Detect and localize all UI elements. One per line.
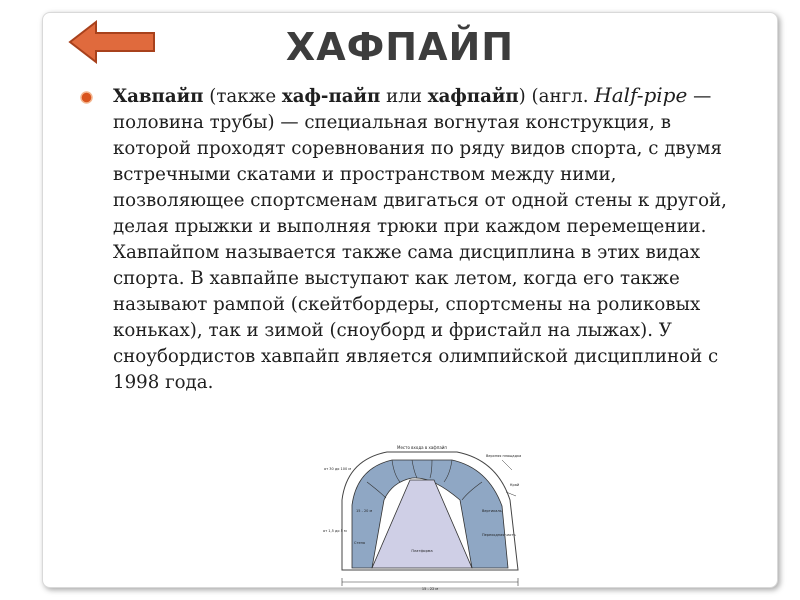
text-part-1: (также: [203, 86, 282, 107]
label-bottom: 15 - 22 м: [421, 587, 439, 591]
term-bold: Хавпайп: [113, 86, 204, 107]
english-term: Half-pipe: [594, 83, 688, 107]
text-part-4: — половина трубы) — специальная вогнутая конструкция, в которой проходят соревнования по ряду видов спорта, с двумя встречными скатами и пространством между ними, позволяющее спортсменам двигаться от одной стены к другой, делая прыжки и выполняя трюки при каждом перемещении. Хавпайпом называется также сама дисциплина в этих видах спорта. В хавпайпе выступают как летом, когда его также называют рампой (скейтбордеры, спортсмены на роликовых коньках), так и зимой (сноуборд и фристайл на лыжах). У сноубордистов хавпайп является олимпийской дисциплиной с 1998 года.: [113, 86, 727, 393]
label-bottom-left: Стена: [354, 541, 366, 545]
alt-term-1: хаф-пайп: [281, 86, 381, 107]
slide-title: ХАФПАЙП: [285, 25, 515, 69]
label-left-mid: 15 - 20 м: [356, 509, 373, 513]
bullet-icon: [80, 91, 93, 104]
label-right-low: Переходная часть: [482, 533, 516, 537]
halfpipe-diagram: [322, 440, 522, 592]
alt-term-2: хафпайп: [427, 86, 519, 107]
label-bottom-center: Платформа: [411, 549, 433, 553]
label-right-top: Верхняя площадка: [486, 454, 522, 458]
label-top: Место входа в хафпайп: [397, 445, 447, 450]
text-part-2: или: [380, 86, 428, 107]
definition-paragraph: [113, 82, 753, 396]
label-left-low: от 1,5 до 5 м: [323, 529, 347, 533]
label-right-edge: Край: [510, 483, 520, 487]
text-part-3: ) (англ.: [518, 86, 595, 107]
label-right-mid: Вертикаль: [482, 509, 502, 513]
label-top-left: от 30 до 100 м: [324, 467, 351, 471]
